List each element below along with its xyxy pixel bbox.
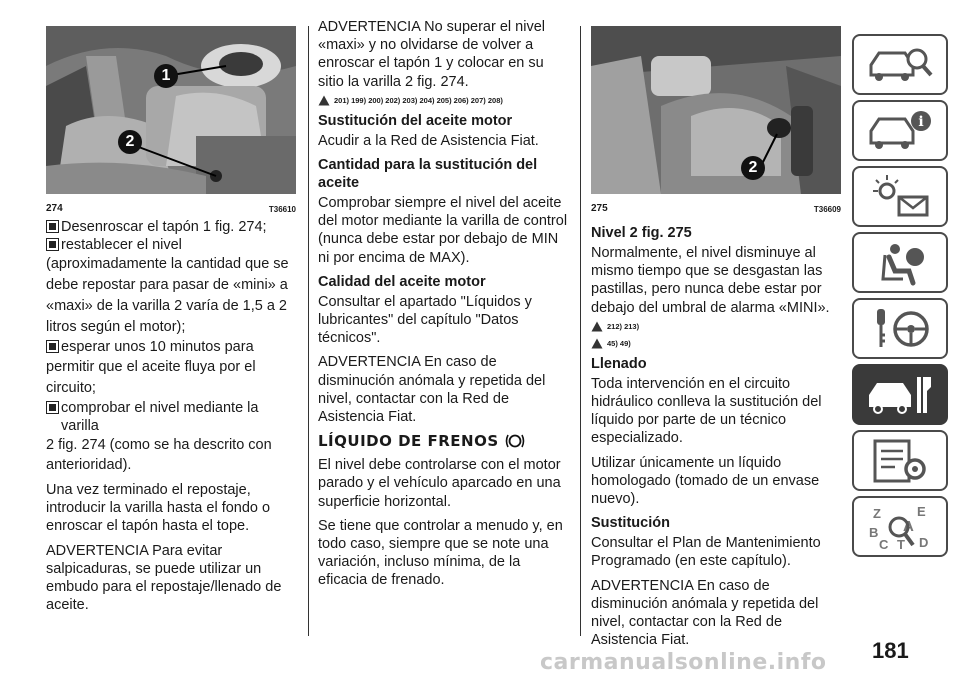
tab-maintenance[interactable] bbox=[852, 364, 948, 425]
figure-274 bbox=[46, 26, 296, 194]
reference-numbers: 45) 49) bbox=[607, 338, 631, 348]
figure-code: T36609 bbox=[813, 205, 841, 214]
engine-bay-illustration bbox=[591, 26, 841, 194]
figure-275-caption bbox=[591, 194, 841, 214]
chapter-sidebar bbox=[852, 34, 948, 562]
warning-paragraph: ADVERTENCIA Para evitar salpicaduras, se puede utilizar un embudo para el repostaje/llenado de aceite. bbox=[46, 542, 282, 614]
index-letter: T bbox=[897, 536, 905, 551]
paragraph: El nivel debe controlarse con el motor parado y el vehículo aparcado en una superficie horizontal. bbox=[318, 457, 561, 510]
tab-starting-driving[interactable] bbox=[852, 298, 948, 359]
tab-safety[interactable] bbox=[852, 232, 948, 293]
figure-number: 274 bbox=[46, 203, 63, 214]
step-text: esperar unos 10 minutos para bbox=[61, 339, 254, 356]
reference-notes bbox=[591, 338, 841, 349]
reference-notes bbox=[318, 95, 570, 106]
step-text-continued: permitir que el aceite fluya por el circuito; bbox=[46, 358, 256, 396]
list-item bbox=[46, 236, 296, 254]
subheading: Llenado bbox=[591, 355, 647, 372]
index-letter: Z bbox=[873, 505, 881, 521]
list-item bbox=[46, 399, 296, 435]
checklist-gear-icon bbox=[865, 437, 935, 485]
airbag-seat-icon bbox=[865, 239, 935, 287]
tab-car-info[interactable] bbox=[852, 100, 948, 161]
section-title: LÍQUIDO DE FRENOS bbox=[318, 432, 499, 451]
brake-fluid-icon bbox=[505, 432, 525, 450]
key-steering-icon bbox=[865, 305, 935, 353]
warning-triangle-icon bbox=[318, 95, 330, 106]
step-text-continued: (aproximadamente la cantidad que se debe repostar para pasar de «mini» a «maxi» de la varilla 2 varía de 1,5 a 2 litros según el motor); bbox=[46, 256, 289, 336]
step-text: Desenroscar el tapón 1 fig. 274; bbox=[61, 219, 267, 235]
callout-2: 2 bbox=[741, 156, 765, 180]
tab-technical-data[interactable] bbox=[852, 430, 948, 491]
paragraph: Utilizar únicamente un líquido homologado (tomado de un envase nuevo). bbox=[591, 454, 820, 508]
page-number: 181 bbox=[872, 638, 909, 663]
list-item bbox=[46, 218, 296, 236]
step-text: comprobar el nivel mediante la varilla bbox=[61, 399, 259, 434]
index-search-icon bbox=[865, 503, 935, 551]
engine-bay-illustration bbox=[46, 26, 296, 194]
subheading: Sustitución del aceite motor bbox=[318, 112, 513, 129]
column-divider bbox=[308, 26, 309, 636]
index-letter: B bbox=[869, 524, 879, 540]
index-letter: A bbox=[903, 517, 914, 535]
paragraph: Se tiene que controlar a menudo y, en todo caso, siempre que se note una variación, incluso mínima, de la eficacia de frenado. bbox=[318, 517, 563, 589]
tab-index[interactable] bbox=[852, 496, 948, 557]
figure-274-caption bbox=[46, 194, 296, 214]
paragraph: Toda intervención en el circuito hidráulico conlleva la sustitución del líquido por parte de un técnico especializado. bbox=[591, 375, 822, 447]
figure-number: 275 bbox=[591, 203, 608, 214]
svg-text:i: i bbox=[918, 113, 924, 130]
subheading: Nivel 2 fig. 275 bbox=[591, 225, 692, 241]
square-bullet-icon bbox=[46, 340, 59, 353]
warning-paragraph: ADVERTENCIA En caso de disminución anómala y repetida del nivel, contactar con la Red de Asistencia Fiat. bbox=[591, 577, 819, 649]
warning-triangle-icon bbox=[591, 321, 603, 332]
figure-275 bbox=[591, 26, 841, 194]
paragraph: Normalmente, el nivel disminuye al mismo tiempo que se desgastan las pastillas, pero nunca debe estar por debajo del umbral de alarma «MINI». bbox=[591, 245, 830, 316]
reference-numbers: 212) 213) bbox=[607, 321, 640, 331]
section-heading bbox=[318, 432, 570, 450]
reference-notes bbox=[591, 321, 841, 332]
paragraph: Comprobar siempre el nivel del aceite del motor mediante la varilla de control (nunca debe estar por debajo de MIN ni por encima de MAX). bbox=[318, 195, 568, 266]
column-3 bbox=[591, 26, 841, 655]
step-text: restablecer el nivel bbox=[61, 237, 182, 254]
caution-hand-icon bbox=[591, 338, 603, 349]
watermark: carmanualsonline.info bbox=[540, 650, 827, 675]
subheading: Sustitución bbox=[591, 515, 670, 532]
subheading: Calidad del aceite motor bbox=[318, 273, 486, 290]
paragraph: Acudir a la Red de Asistencia Fiat. bbox=[318, 132, 539, 149]
list-item bbox=[46, 338, 296, 356]
index-letter: E bbox=[917, 503, 926, 519]
square-bullet-icon bbox=[46, 220, 59, 233]
step-text-continued: 2 fig. 274 (como se ha descrito con anterioridad). bbox=[46, 437, 272, 474]
car-maintenance-icon bbox=[865, 371, 935, 419]
column-2 bbox=[318, 18, 570, 596]
square-bullet-icon bbox=[46, 238, 59, 251]
tab-car-search[interactable] bbox=[852, 34, 948, 95]
square-bullet-icon bbox=[46, 401, 59, 414]
paragraph: Consultar el apartado "Líquidos y lubricantes" del capítulo "Datos técnicos". bbox=[318, 293, 532, 347]
warning-paragraph: ADVERTENCIA En caso de disminución anómala y repetida del nivel, contactar con la Red de Asistencia Fiat. bbox=[318, 354, 546, 426]
paragraph: Consultar el Plan de Mantenimiento Programado (en este capítulo). bbox=[591, 535, 821, 570]
figure-code: T36610 bbox=[268, 205, 296, 214]
warning-lights-icon bbox=[865, 173, 935, 221]
subheading: Cantidad para la sustitución del aceite bbox=[318, 157, 538, 192]
reference-numbers: 201) 199) 200) 202) 203) 204) 205) 206) 207) 208) bbox=[334, 95, 503, 105]
paragraph: Una vez terminado el repostaje, introducir la varilla hasta el fondo o enroscar el tapón hasta el tope. bbox=[46, 482, 271, 535]
warning-paragraph: ADVERTENCIA No superar el nivel «maxi» y no olvidarse de volver a enroscar el tapón 1 y colocar en su sitio la varilla 2 fig. 274. bbox=[318, 19, 545, 90]
car-info-icon bbox=[865, 107, 935, 155]
column-1 bbox=[46, 26, 296, 620]
callout-1: 1 bbox=[154, 64, 178, 88]
index-letter: D bbox=[919, 534, 929, 550]
index-letter: C bbox=[879, 536, 889, 551]
tab-warning-lights[interactable] bbox=[852, 166, 948, 227]
car-search-icon bbox=[865, 41, 935, 89]
callout-2: 2 bbox=[118, 130, 142, 154]
column-divider bbox=[580, 26, 581, 636]
